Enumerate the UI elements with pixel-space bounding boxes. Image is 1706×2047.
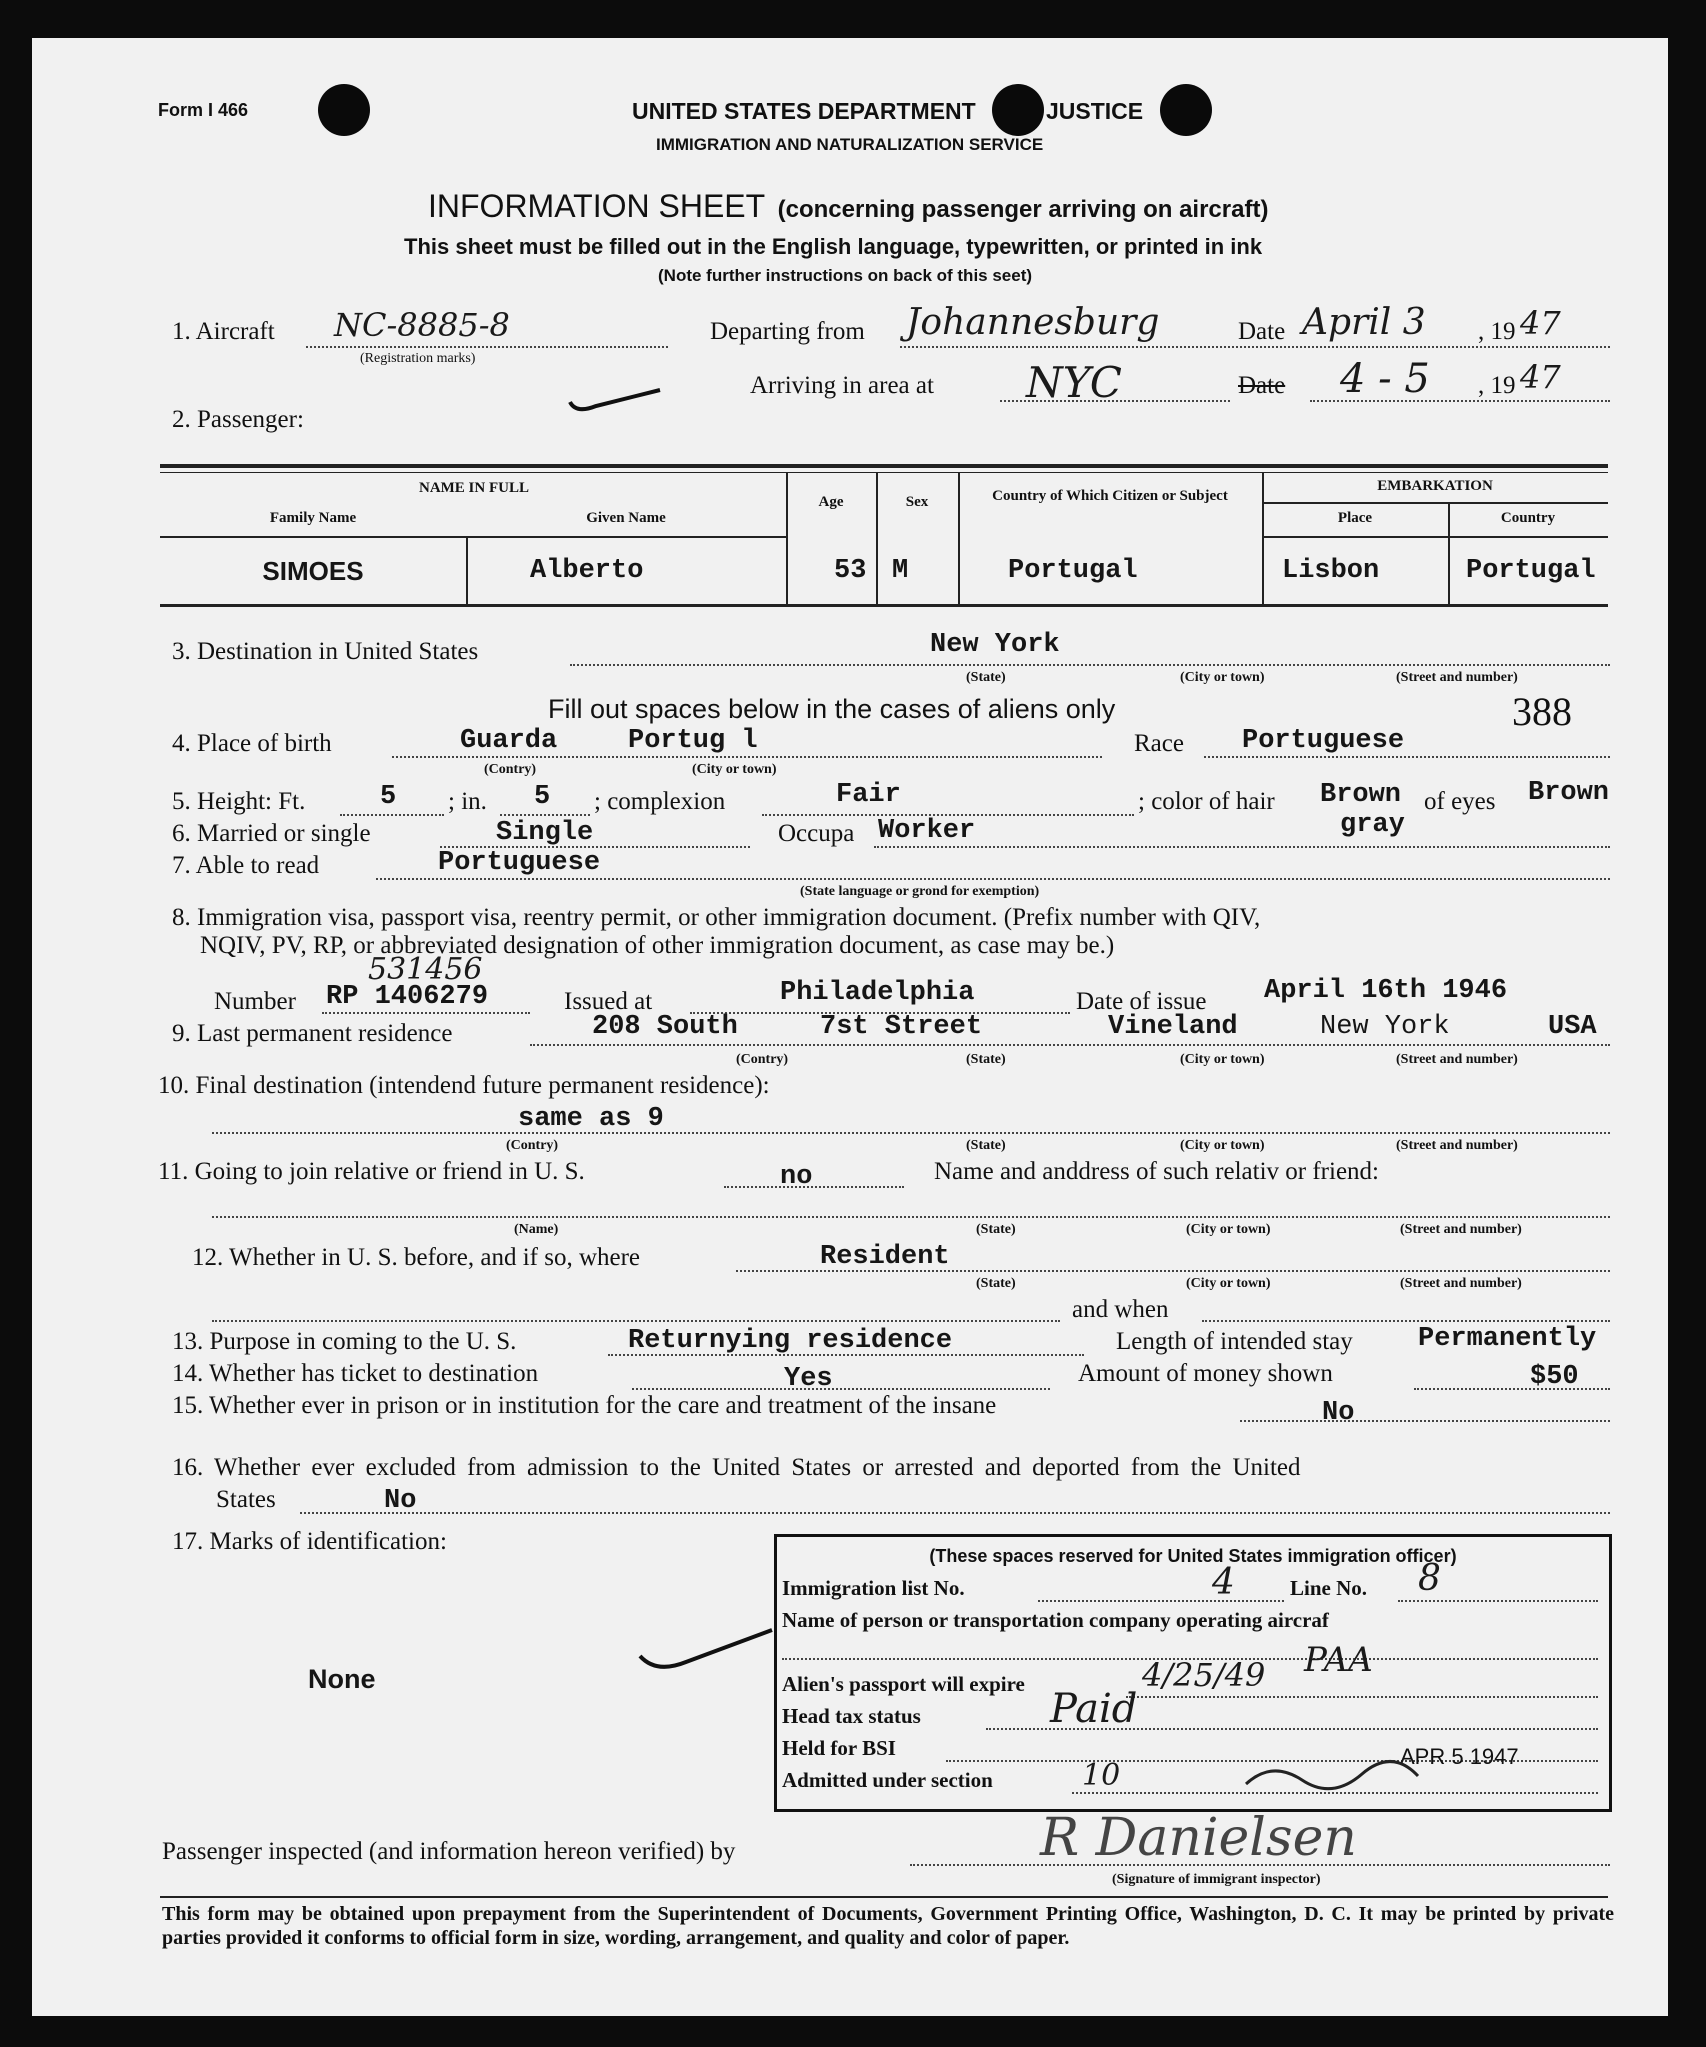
- residence-line: [530, 1044, 1610, 1046]
- marks-label: 17. Marks of identification:: [172, 1528, 447, 1555]
- before-label: 12. Whether in U. S. before, and if so, where: [192, 1244, 641, 1271]
- scribble-mark: [1242, 1754, 1422, 1794]
- join-name-label: Name and anddress of such relativ or friend:: [934, 1158, 1379, 1185]
- destination-line: [570, 664, 1610, 666]
- height-in: 5: [534, 782, 551, 812]
- stamp-number: 388: [1512, 689, 1572, 734]
- final-caption-city: (City or town): [1180, 1138, 1265, 1153]
- passport-value: 4/25/49: [1142, 1656, 1266, 1694]
- registration-caption: (Registration marks): [360, 351, 476, 366]
- before-line-2: [212, 1320, 1060, 1322]
- arriving-label: Arriving in area at: [750, 372, 934, 399]
- table-bottom-rule: [160, 604, 1608, 607]
- arriving-value: NYC: [1026, 358, 1122, 407]
- married-label: 6. Married or single: [172, 820, 371, 847]
- service-name: IMMIGRATION AND NATURALIZATION SERVICE: [656, 135, 1044, 154]
- arrival-date-label: Date: [1238, 372, 1286, 399]
- money-value: $50: [1530, 1362, 1579, 1392]
- arrival-line: [1310, 400, 1610, 402]
- line-line: [1398, 1600, 1598, 1602]
- birth-line: [392, 756, 1102, 758]
- excluded-label-1: 16. Whether ever excluded from admission to the United States or arrested and deported from the United: [172, 1454, 1301, 1481]
- number-label: Number: [214, 988, 296, 1015]
- department-name-end: JUSTICE: [1046, 98, 1144, 124]
- residence-caption-country: (Contry): [736, 1052, 789, 1067]
- occupation-line: [874, 846, 1610, 848]
- issued-label: Issued at: [564, 988, 653, 1015]
- punch-hole: [318, 84, 370, 136]
- read-caption: (State language or grond for exemption): [800, 884, 1040, 899]
- cell-sex: M: [892, 556, 909, 586]
- table-mid-rule: [160, 536, 788, 538]
- arriving-line: [1000, 400, 1230, 402]
- race-label: Race: [1134, 730, 1184, 757]
- birth-country: Portug l: [628, 726, 758, 756]
- table-mid-rule-embark-2: [1262, 536, 1608, 538]
- number-line: [322, 1012, 530, 1014]
- line-label: Line No.: [1290, 1576, 1368, 1600]
- read-label: 7. Able to read: [172, 852, 320, 879]
- list-value: 4: [1212, 1562, 1235, 1603]
- marks-value: None: [308, 1664, 376, 1694]
- cell-given-name: Alberto: [530, 556, 644, 586]
- arrival-date: 4 - 5: [1340, 356, 1430, 402]
- issue-date-value: April 16th 1946: [1264, 976, 1508, 1006]
- instruction: This sheet must be filled out in the English language, typewritten, or printed in ink: [404, 234, 1263, 259]
- birth-city: Guarda: [460, 726, 558, 756]
- passport-label: Alien's passport will expire: [782, 1672, 1025, 1696]
- inspection-line: [910, 1864, 1610, 1866]
- join-line: [724, 1186, 904, 1188]
- aircraft-registration: NC-8885-8: [334, 306, 510, 344]
- height-in-label: ; in.: [448, 788, 487, 815]
- tax-label: Head tax status: [782, 1704, 921, 1728]
- name-group-header: NAME IN FULL: [418, 480, 529, 496]
- join-caption-street: (Street and number): [1400, 1222, 1522, 1237]
- hair-label: ; color of hair: [1138, 788, 1275, 815]
- form-number: Form I 466: [158, 100, 249, 120]
- table-top-rule-2: [160, 472, 1608, 473]
- cell-family-name: SIMOES: [262, 556, 364, 586]
- col-family-name: Family Name: [269, 510, 357, 526]
- height-in-line: [500, 814, 590, 816]
- company-label: Name of person or transportation company operating aircraf: [782, 1608, 1329, 1632]
- departure-date: April 3: [1302, 302, 1426, 343]
- tax-value: Paid: [1050, 1686, 1138, 1732]
- purpose-value: Returnying residence: [628, 1326, 953, 1356]
- issued-value: Philadelphia: [780, 978, 975, 1008]
- residence-city: Vineland: [1108, 1012, 1238, 1042]
- prison-value: No: [1322, 1398, 1355, 1428]
- inspection-label: Passenger inspected (and information hereon verified) by: [162, 1838, 736, 1865]
- list-label: Immigration list No.: [782, 1576, 965, 1600]
- bsi-label: Held for BSI: [782, 1736, 896, 1760]
- ticket-label: 14. Whether has ticket to destination: [172, 1360, 539, 1387]
- residence-caption-state: (State): [966, 1052, 1006, 1067]
- join-caption-city: (City or town): [1186, 1222, 1271, 1237]
- embarkation-group-header: EMBARKATION: [1377, 478, 1493, 494]
- admitted-value: 10: [1082, 1758, 1121, 1793]
- stay-label: Length of intended stay: [1116, 1328, 1353, 1355]
- form-title: [428, 188, 1268, 225]
- admitted-label: Admitted under section: [782, 1768, 993, 1792]
- passport-extra: PAA: [1304, 1640, 1373, 1680]
- join-caption-state: (State): [976, 1222, 1016, 1237]
- occupation-value: Worker: [878, 816, 976, 846]
- excluded-label-2: States: [216, 1486, 276, 1513]
- form-title-main: INFORMATION SHEET: [428, 188, 766, 224]
- hair-value: Brown: [1320, 780, 1402, 810]
- inspection-caption: (Signature of immigrant inspector): [1112, 1872, 1321, 1887]
- residence-street-2: 7st Street: [820, 1012, 983, 1042]
- eyes-value: Brown: [1528, 778, 1610, 808]
- residence-label: 9. Last permanent residence: [172, 1020, 453, 1047]
- purpose-line: [608, 1354, 1084, 1356]
- final-caption-country: (Contry): [506, 1138, 559, 1153]
- passenger-label: 2. Passenger:: [172, 406, 304, 433]
- excluded-line: [300, 1512, 1610, 1514]
- passport-line: [1126, 1696, 1598, 1698]
- col-place: Place: [1337, 510, 1373, 526]
- money-label: Amount of money shown: [1078, 1360, 1333, 1387]
- destination-caption-state: (State): [966, 670, 1006, 685]
- race-value: Portuguese: [1242, 726, 1405, 756]
- before-caption-street: (Street and number): [1400, 1276, 1522, 1291]
- departure-line: [900, 346, 1610, 348]
- officer-box-title: (These spaces reserved for United States immigration officer): [929, 1546, 1457, 1566]
- prison-label: 15. Whether ever in prison or in institution for the care and treatment of the insane: [172, 1392, 997, 1419]
- footer-rule: [160, 1896, 1608, 1898]
- residence-country: USA: [1548, 1012, 1597, 1042]
- table-mid-rule-embark: [1262, 502, 1608, 504]
- col-age: Age: [818, 494, 844, 510]
- visa-label-2: NQIV, PV, RP, or abbreviated designation of other immigration document, as case may be.): [200, 932, 1115, 959]
- birth-label: 4. Place of birth: [172, 730, 332, 757]
- height-ft: 5: [380, 782, 397, 812]
- visa-handwritten-number: 531456: [368, 952, 483, 987]
- when-line: [1202, 1320, 1610, 1322]
- read-line: [376, 878, 1610, 880]
- final-destination-label: 10. Final destination (intendend future permanent residence):: [158, 1072, 770, 1099]
- ticket-line: [632, 1388, 1050, 1390]
- departure-year: 47: [1520, 304, 1561, 342]
- aircraft-label: 1. Aircraft: [172, 318, 275, 345]
- punch-hole: [1160, 84, 1212, 136]
- complexion-label: ; complexion: [594, 788, 726, 815]
- eyes-label: of eyes: [1424, 788, 1496, 815]
- table-divider: [958, 472, 960, 604]
- final-destination-line: [212, 1132, 1610, 1134]
- punch-hole: [992, 84, 1044, 136]
- issue-date-label: Date of issue: [1076, 988, 1207, 1015]
- join-value: no: [780, 1162, 813, 1192]
- cell-country: Portugal: [1466, 556, 1596, 586]
- stay-value: Permanently: [1418, 1324, 1597, 1354]
- hair-value-2: gray: [1340, 810, 1405, 840]
- line-value: 8: [1418, 1558, 1441, 1599]
- destination-label: 3. Destination in United States: [172, 638, 479, 665]
- col-sex: Sex: [905, 494, 929, 510]
- col-given-name: Given Name: [586, 510, 666, 526]
- list-line: [1038, 1600, 1284, 1602]
- number-value: RP 1406279: [326, 982, 489, 1012]
- table-top-rule: [160, 464, 1608, 468]
- visa-label-1: 8. Immigration visa, passport visa, reentry permit, or other immigration document. (Prefix number with QIV,: [172, 904, 1261, 931]
- join-label: 11. Going to join relative or friend in U. S.: [158, 1158, 585, 1185]
- form-title-paren: (concerning passenger arriving on aircraft): [777, 196, 1269, 223]
- destination-caption-street: (Street and number): [1396, 670, 1518, 685]
- departure-year-prefix: , 19: [1478, 318, 1516, 345]
- aliens-note: Fill out spaces below in the cases of aliens only: [548, 694, 1116, 724]
- height-label: 5. Height: Ft.: [172, 788, 306, 815]
- table-divider: [876, 472, 878, 604]
- department-name: UNITED STATES DEPARTMENT: [632, 98, 976, 124]
- destination-caption-city: (City or town): [1180, 670, 1265, 685]
- departing-value: Johannesburg: [906, 302, 1160, 343]
- checkmark-icon: [566, 384, 666, 414]
- cell-place: Lisbon: [1282, 556, 1380, 586]
- residence-caption-street: (Street and number): [1396, 1052, 1518, 1067]
- final-caption-state: (State): [966, 1138, 1006, 1153]
- married-value: Single: [496, 818, 594, 848]
- arrival-year: 47: [1520, 358, 1561, 396]
- destination-value: New York: [930, 630, 1060, 660]
- before-value: Resident: [820, 1242, 950, 1272]
- complexion-value: Fair: [836, 780, 901, 810]
- occupation-label: Occupa: [778, 820, 855, 847]
- residence-state: New York: [1320, 1012, 1450, 1042]
- tax-line: [986, 1728, 1598, 1730]
- race-line: [1204, 756, 1610, 758]
- excluded-value: No: [384, 1486, 417, 1516]
- final-destination-value: same as 9: [518, 1104, 664, 1134]
- residence-caption-city: (City or town): [1180, 1052, 1265, 1067]
- cell-age: 53: [834, 556, 867, 586]
- prison-line: [1240, 1420, 1610, 1422]
- join-name-line: [212, 1216, 1610, 1218]
- col-country: Country: [1500, 510, 1556, 526]
- footer-text: This form may be obtained upon prepayment from the Superintendent of Documents, Government Printing Office, Washington, D. C. It may be printed by private parties provided it conforms to official form in size, wording, arrangement, and quality and color of paper.: [162, 1903, 1614, 1949]
- instruction-note: (Note further instructions on back of this seet): [658, 266, 1033, 285]
- money-line: [1414, 1388, 1610, 1390]
- join-caption-name: (Name): [514, 1222, 559, 1237]
- ticket-value: Yes: [784, 1364, 833, 1394]
- table-divider: [466, 536, 468, 604]
- read-value: Portuguese: [438, 848, 601, 878]
- departing-label: Departing from: [710, 318, 865, 345]
- aircraft-line: [306, 346, 668, 348]
- before-caption-state: (State): [976, 1276, 1016, 1291]
- before-line: [736, 1270, 1610, 1272]
- before-caption-city: (City or town): [1186, 1276, 1271, 1291]
- inspector-signature: R Danielsen: [1040, 1808, 1357, 1868]
- when-label: and when: [1072, 1296, 1169, 1323]
- residence-street: 208 South: [592, 1012, 738, 1042]
- purpose-label: 13. Purpose in coming to the U. S.: [172, 1328, 517, 1355]
- birth-caption-city: (City or town): [692, 762, 777, 777]
- col-citizen: Country of Which Citizen or Subject: [992, 488, 1228, 504]
- final-caption-street: (Street and number): [1396, 1138, 1518, 1153]
- departure-date-label: Date: [1238, 318, 1286, 345]
- arrival-year-prefix: , 19: [1478, 372, 1516, 399]
- birth-caption-country: (Contry): [484, 762, 537, 777]
- checkmark-icon: [636, 1626, 776, 1676]
- cell-citizen: Portugal: [1008, 556, 1138, 586]
- stamp-date: APR 5 1947: [1400, 1744, 1519, 1769]
- height-ft-line: [340, 814, 444, 816]
